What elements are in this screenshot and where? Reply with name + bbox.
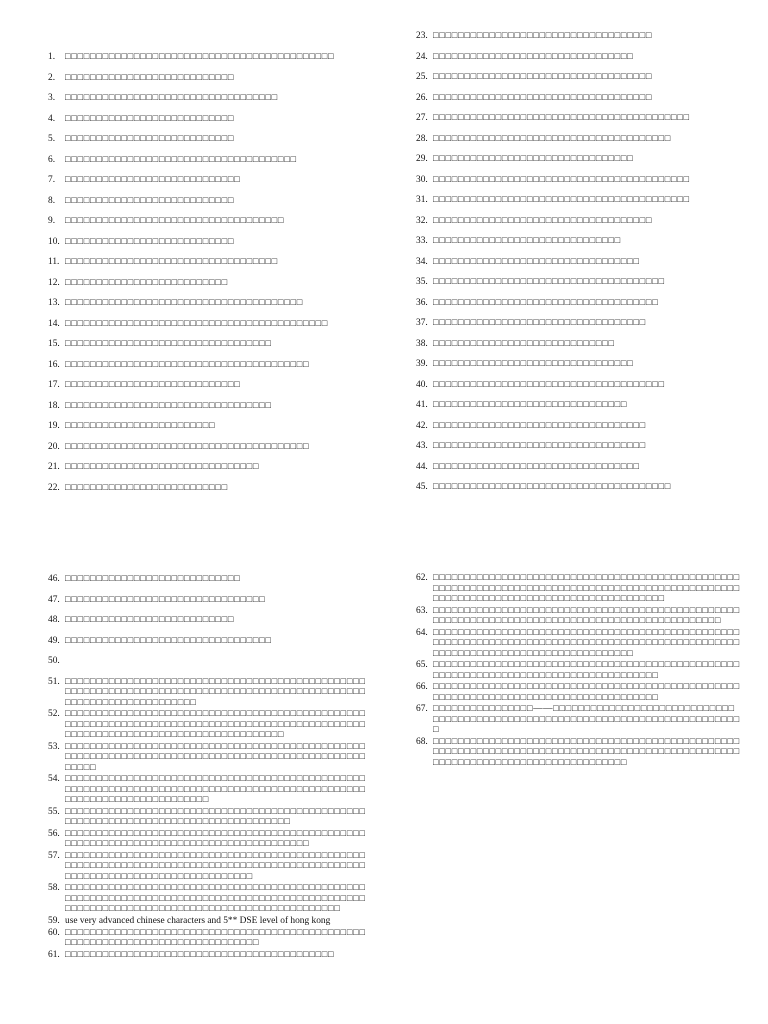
list-item	[48, 339, 368, 360]
item-number: 4.	[48, 113, 56, 124]
item-number: 6.	[48, 154, 56, 165]
item-text: □□□□□□□□□□□□□□□□□□□□□□□□□□	[65, 482, 228, 493]
list-column-2	[416, 31, 736, 503]
list-item	[48, 401, 368, 422]
item-text: □□□□□□□□□□□□□□□□□□□□□□□□□□□□□□□□□□□□□□□□□□□	[65, 949, 335, 960]
item-number: 33.	[416, 236, 428, 246]
list-item	[416, 257, 736, 278]
item-text: use very advanced chinese characters and 5** DSE level of hong kong	[65, 915, 331, 926]
item-number: 54.	[48, 774, 60, 784]
list-item	[48, 883, 370, 915]
item-number: 50.	[48, 656, 60, 666]
list-item	[416, 737, 740, 769]
item-number: 16.	[48, 359, 60, 370]
list-item	[48, 615, 370, 636]
list-item	[48, 462, 368, 483]
item-text: □□□□□□□□□□□□□□□□□□□□□□□□□□□□□□□□□□□□□□□□□□□□□□□□□□□□□□□□□□□□□□□□□□□□□□□□□□□□□□□□□□□□□□□□□□□□□□□□□□□□□□□□□□□□□□□□□□□□□□□□□□□□□□□□□	[433, 736, 740, 768]
list-item	[416, 441, 736, 462]
list-column-4	[416, 573, 740, 769]
item-text: □□□□□□□□□□□□□□□□□□□□□□□□□□□□□□□□□□□□□□□□□	[433, 195, 690, 205]
item-text: □□□□□□□□□□□□□□□□□□□□□□□□□□□□□□□□□□□□□□□□□□□□□□□□□□□□□□□□□□□□□□□□□□□□□□□□□□□□□□□□□□□□□□□□□□□□□□□□□□□□□□□□□□□□□□□□□□□□□□□□□□□□□□□□□□□□□□□□□□□□	[65, 883, 366, 914]
list-item	[48, 114, 368, 135]
list-item	[416, 277, 736, 298]
list-item	[48, 319, 368, 340]
item-text: □□□□□□□□□□□□□□□□□□□□□□□□□□□□□□□□□	[433, 256, 640, 267]
item-text: □□□□□□□□□□□□□□□□□□□□□□□□□□□□□□□□□□□□□□□□□□□□□□□□□□□□□□□□□□□□□□□□□□□□□□□□□□□□□□□□□□□□□□□	[65, 828, 366, 849]
list-item	[48, 483, 368, 504]
item-number: 53.	[48, 741, 60, 752]
item-text: □□□□□□□□□□□□□□□□□□□□□□□□□□□□□□□	[65, 462, 260, 472]
item-text: □□□□□□□□□□□□□□□□□□□□□□□□□□	[65, 277, 228, 288]
item-text: □□□□□□□□□□□□□□□□□□□□□□□□□□□□□□□□□□□□□□□□□□□□□□□□□□□□□□□□□□□□□□□□□□□□□□□□□□□□□□□□□□□□□□□□□□□□□□□□□□□□□□□□□□□□□□□□□□□□□□□	[65, 774, 366, 805]
item-text: □□□□□□□□□□□□□□□□□□□□□□□□□□□	[65, 236, 235, 247]
list-item	[48, 950, 370, 961]
list-item	[48, 278, 368, 299]
item-text: □□□□□□□□□□□□□□□□□□□□□□□□□□□	[65, 113, 235, 124]
item-number: 9.	[48, 216, 56, 226]
list-item	[48, 155, 368, 176]
item-number: 49.	[48, 635, 60, 646]
item-number: 24.	[416, 51, 428, 62]
item-number: 31.	[416, 195, 428, 205]
item-number: 3.	[48, 93, 56, 103]
item-text: □□□□□□□□□□□□□□□□□□□□□□□□□□□□□□□□□□□□□□	[433, 133, 671, 144]
item-text: □□□□□□□□□□□□□□□□□□□□□□□□□□□□□□□□□□□□□	[433, 379, 665, 390]
item-number: 36.	[416, 297, 428, 308]
list-item	[416, 359, 736, 380]
item-number: 43.	[416, 441, 428, 451]
list-item	[48, 421, 368, 442]
item-text: □□□□□□□□□□□□□□□□——□□□□□□□□□□□□□□□□□□□□□□□□□□□□□□□□□□□□□□□□□□□□□□□□□□□□□□□□□□□□□□□□□□□□□□□□□□□□□□□	[433, 704, 740, 735]
item-text: □□□□□□□□□□□□□□□□□□□□□□□□□□□□□□□□□□□	[433, 72, 653, 82]
list-item	[416, 216, 736, 237]
item-text: □□□□□□□□□□□□□□□□□□□□□□□□□□□	[65, 195, 235, 206]
item-text: □□□□□□□□□□□□□□□□□□□□□□□□□□□□□□□□□□□	[65, 216, 285, 226]
list-item	[416, 704, 740, 736]
item-number: 61.	[48, 949, 60, 960]
list-item	[416, 93, 736, 114]
item-number: 46.	[48, 574, 60, 584]
item-text: □□□□□□□□□□□□□□□□□□□□□□□□□□□□□□□□□□	[433, 441, 646, 451]
item-text: □□□□□□□□□□□□□□□□□□□□□□□□□□□□□□□	[433, 400, 628, 410]
item-number: 22.	[48, 482, 60, 493]
item-text: □□□□□□□□□□□□□□□□□□□□□□□□□□□□□□□□□	[65, 339, 272, 349]
item-text: □□□□□□□□□□□□□□□□□□□□□□□□□□□□□□□□□□□□□□	[65, 298, 303, 308]
list-item	[48, 928, 370, 949]
item-number: 14.	[48, 318, 60, 329]
list-item	[48, 216, 368, 237]
item-number: 44.	[416, 461, 428, 472]
list-item	[416, 606, 740, 627]
list-column-1	[48, 52, 368, 503]
item-text: □□□□□□□□□□□□□□□□□□□□□□□□□□□□□□□□□	[433, 461, 640, 472]
item-text: □□□□□□□□□□□□□□□□□□□□□□□□□□□□□□□□□□	[433, 318, 646, 328]
item-number: 41.	[416, 400, 428, 410]
item-number: 19.	[48, 421, 60, 431]
list-item	[48, 237, 368, 258]
item-number: 25.	[416, 72, 428, 82]
item-text: □□□□□□□□□□□□□□□□□□□□□□□□□□□□□□□□□□□□□□□□□□□□□□□□□□□□□□□□□□□□□□□□□□□□□□□□□□□□□□□□□□□□□□□□□□□□□□□□□□□□□□□□□□□□□□□□□□□□□□□□□□□□□□	[65, 850, 366, 882]
list-item	[48, 851, 370, 883]
item-number: 60.	[48, 927, 60, 938]
item-number: 35.	[416, 277, 428, 287]
list-column-3	[48, 574, 370, 962]
item-number: 63.	[416, 605, 428, 616]
item-number: 12.	[48, 277, 60, 288]
item-number: 38.	[416, 338, 428, 349]
item-number: 11.	[48, 257, 60, 267]
item-number: 56.	[48, 828, 60, 839]
list-item	[416, 195, 736, 216]
item-text: □□□□□□□□□□□□□□□□□□□□□□□□□□□□□□□□□□□□□□□□□	[433, 113, 690, 123]
item-text: □□□□□□□□□□□□□□□□□□□□□□□□□□□□□□□□	[433, 359, 634, 369]
item-text: □□□□□□□□□□□□□□□□□□□□□□□□□□□□□□	[433, 236, 621, 246]
item-number: 10.	[48, 236, 60, 247]
item-text: □□□□□□□□□□□□□□□□□□□□□□□□□□□□□□□□□□	[65, 257, 278, 267]
list-item	[416, 628, 740, 660]
item-text: □□□□□□□□□□□□□□□□□□□□□□□□□□□□□□□□□	[65, 400, 272, 411]
item-number: 15.	[48, 339, 60, 349]
list-item	[416, 236, 736, 257]
item-text: □□□□□□□□□□□□□□□□□□□□□□□□□□□□□□□□□□	[65, 93, 278, 103]
item-number: 8.	[48, 195, 56, 206]
item-number: 7.	[48, 175, 56, 185]
item-number: 52.	[48, 709, 60, 719]
list-item	[48, 807, 370, 828]
list-item	[48, 93, 368, 114]
item-text: □□□□□□□□□□□□□□□□□□□□□□□□□□□□□□□□□□□	[433, 31, 653, 41]
list-item	[48, 73, 368, 94]
list-item	[48, 196, 368, 217]
item-text: □□□□□□□□□□□□□□□□□□□□□□□□□□□□□□□□□□□□□□□□□□□□□□□□□□□□□□□□□□□□□□□□□□□□□□□□□□□□□□□□□□□□□□□□□□□□□□□	[433, 605, 740, 626]
list-item	[416, 154, 736, 175]
list-item	[416, 52, 736, 73]
item-number: 37.	[416, 318, 428, 328]
item-text: □□□□□□□□□□□□□□□□□□□□□□□□□□□□□□□□□□□□□□□□□	[433, 174, 690, 185]
item-number: 18.	[48, 400, 60, 411]
list-item	[48, 52, 368, 73]
list-item	[416, 400, 736, 421]
list-item	[416, 660, 740, 681]
item-number: 39.	[416, 359, 428, 369]
item-number: 27.	[416, 113, 428, 123]
item-text: □□□□□□□□□□□□□□□□□□□□□□□□□□□□□□□□□□□□□□□	[65, 359, 310, 370]
item-text: □□□□□□□□□□□□□□□□□□□□□□□□□□□□□	[433, 338, 615, 349]
list-item	[48, 774, 370, 806]
item-text: □□□□□□□□□□□□□□□□□□□□□□□□□□□□□□□□□□□□□□□□□□□	[65, 52, 335, 62]
item-text: □□□□□□□□□□□□□□□□□□□□□□□□□□□□□□□□□□	[433, 420, 646, 431]
item-number: 32.	[416, 215, 428, 226]
item-number: 23.	[416, 31, 428, 41]
list-item	[48, 595, 370, 616]
item-number: 62.	[416, 573, 428, 583]
list-item	[48, 257, 368, 278]
item-number: 5.	[48, 134, 56, 144]
item-number: 65.	[416, 660, 428, 670]
list-item	[48, 574, 370, 595]
item-number: 21.	[48, 462, 60, 472]
list-item	[48, 677, 370, 709]
item-text: □□□□□□□□□□□□□□□□□□□□□□□□□□□□□□□□□□□	[433, 92, 653, 103]
item-number: 13.	[48, 298, 60, 308]
list-item	[48, 380, 368, 401]
item-text: □□□□□□□□□□□□□□□□□□□□□□□□□□□□□□□□□□□□□□□□□□□□□□□□□□□□□□□□□□□□□□□□□□□□□□□□□□□□□□□□□□□□□□□□□□□□□□□□□□□□□□□□□□□□□□□□□□□□□□□□□□□□□□□□□□	[433, 627, 740, 659]
item-text: □□□□□□□□□□□□□□□□□□□□□□□□□□□□□□□□□□□□□□□□□□□□□□□□□□□□□□□□□□□□□□□□□□□□□□□□□□□□□□□□□□□□□□□□□□□□□□□□□□□□□□□□□□□□□□□□□□□□□□□□□□□□□□□□□□□	[65, 709, 366, 740]
item-number: 51.	[48, 676, 60, 687]
item-number: 2.	[48, 72, 56, 83]
item-text: □□□□□□□□□□□□□□□□□□□□□□□□□□□□	[65, 175, 241, 185]
list-item	[416, 298, 736, 319]
item-number: 47.	[48, 594, 60, 605]
item-text: □□□□□□□□□□□□□□□□□□□□□□□□□□□□	[65, 380, 241, 390]
list-item	[416, 31, 736, 52]
list-item	[48, 175, 368, 196]
item-text: □□□□□□□□□□□□□□□□□□□□□□□□□□□	[65, 615, 235, 625]
item-text: □□□□□□□□□□□□□□□□□□□□□□□□	[65, 421, 216, 431]
item-text: □□□□□□□□□□□□□□□□□□□□□□□□□□□□□□□□□□□□□	[65, 154, 297, 165]
list-item	[416, 380, 736, 401]
list-item	[416, 462, 736, 483]
item-text: □□□□□□□□□□□□□□□□□□□□□□□□□□□□	[65, 574, 241, 584]
item-text: □□□□□□□□□□□□□□□□□□□□□□□□□□□□□□□□□□□□□□□□□□□□□□□□□□□□□□□□□□□□□□□□□□□□□□□□□□□□□□□□□□□□□□□□□□□□□□□□□□□□□□□□□□□□□□□□□□□□□	[65, 676, 366, 708]
item-number: 48.	[48, 615, 60, 625]
list-item	[48, 709, 370, 741]
list-item	[48, 134, 368, 155]
item-text: □□□□□□□□□□□□□□□□□□□□□□□□□□□	[65, 134, 235, 144]
item-number: 67.	[416, 704, 428, 714]
item-text: □□□□□□□□□□□□□□□□□□□□□□□□□□□□□□□□	[65, 594, 266, 605]
list-item	[416, 134, 736, 155]
item-text: □□□□□□□□□□□□□□□□□□□□□□□□□□□	[65, 72, 235, 83]
item-number: 68.	[416, 736, 428, 747]
item-text: □□□□□□□□□□□□□□□□□□□□□□□□□□□□□□□□	[433, 51, 634, 62]
list-item	[416, 482, 736, 503]
list-item	[48, 829, 370, 850]
item-number: 30.	[416, 174, 428, 185]
item-text: □□□□□□□□□□□□□□□□□□□□□□□□□□□□□□□□□□□□□□□□□□□□□□□□□□□□□□□□□□□□□□□□□□□□□□□□□□□□□□□□□□□□□□□□□□□□□□□□□□□□□□□□□□□□□□□□□□□□□□□□□□□□□□□□□□□□□□□	[433, 573, 740, 604]
list-item	[48, 656, 370, 677]
item-number: 58.	[48, 883, 60, 893]
item-number: 45.	[416, 482, 428, 492]
item-number: 64.	[416, 627, 428, 638]
item-number: 59.	[48, 915, 60, 926]
list-item	[416, 339, 736, 360]
item-number: 55.	[48, 806, 60, 817]
list-item	[48, 298, 368, 319]
item-text: □□□□□□□□□□□□□□□□□□□□□□□□□□□□□□□□□□□□	[433, 297, 659, 308]
item-text: □□□□□□□□□□□□□□□□□□□□□□□□□□□□□□□□	[433, 154, 634, 164]
item-text: □□□□□□□□□□□□□□□□□□□□□□□□□□□□□□□□□	[65, 635, 272, 646]
item-number: 34.	[416, 256, 428, 267]
item-text: □□□□□□□□□□□□□□□□□□□□□□□□□□□□□□□□□□□□□□□□□□□□□□□□□□□□□□□□□□□□□□□□□□□□□□□□□□□□□□□□□□□□□	[433, 660, 740, 681]
item-number: 42.	[416, 420, 428, 431]
item-text: □□□□□□□□□□□□□□□□□□□□□□□□□□□□□□□□□□□□□□□	[65, 441, 310, 452]
item-number: 29.	[416, 154, 428, 164]
item-number: 57.	[48, 850, 60, 861]
item-text: □□□□□□□□□□□□□□□□□□□□□□□□□□□□□□□□□□□□□□	[433, 482, 671, 492]
list-item	[416, 175, 736, 196]
list-item	[416, 318, 736, 339]
item-number: 1.	[48, 52, 56, 62]
item-number: 20.	[48, 441, 60, 452]
list-item	[416, 72, 736, 93]
item-number: 28.	[416, 133, 428, 144]
list-item	[48, 742, 370, 774]
list-item	[416, 113, 736, 134]
item-text: □□□□□□□□□□□□□□□□□□□□□□□□□□□□□□□□□□□□□□□□□□□□□□□□□□□□□□□□□□□□□□□□□□□□□□□□□□□□□□□□□□□□	[65, 806, 366, 827]
list-item	[416, 573, 740, 605]
item-text: □□□□□□□□□□□□□□□□□□□□□□□□□□□□□□□□□□□□□□□□□□	[65, 318, 329, 329]
item-text: □□□□□□□□□□□□□□□□□□□□□□□□□□□□□□□□□□□□□□□□□□□□□□□□□□□□□□□□□□□□□□□□□□□□□□□□□□□□□□□	[65, 927, 366, 948]
list-item	[48, 360, 368, 381]
list-item	[48, 636, 370, 657]
item-number: 66.	[416, 682, 428, 692]
list-item	[416, 682, 740, 703]
item-text: □□□□□□□□□□□□□□□□□□□□□□□□□□□□□□□□□□□	[433, 215, 653, 226]
item-number: 26.	[416, 92, 428, 103]
item-text: □□□□□□□□□□□□□□□□□□□□□□□□□□□□□□□□□□□□□□□□□□□□□□□□□□□□□□□□□□□□□□□□□□□□□□□□□□□□□□□□□□□□□	[433, 682, 740, 703]
list-item	[48, 442, 368, 463]
list-item	[416, 421, 736, 442]
item-number: 17.	[48, 380, 60, 390]
item-text: □□□□□□□□□□□□□□□□□□□□□□□□□□□□□□□□□□□□□□□□□□□□□□□□□□□□□□□□□□□□□□□□□□□□□□□□□□□□□□□□□□□□□□□□□□□□□□□□□□□□□	[65, 741, 366, 773]
list-item	[48, 916, 370, 927]
item-text: □□□□□□□□□□□□□□□□□□□□□□□□□□□□□□□□□□□□□	[433, 277, 665, 287]
item-number: 40.	[416, 379, 428, 390]
